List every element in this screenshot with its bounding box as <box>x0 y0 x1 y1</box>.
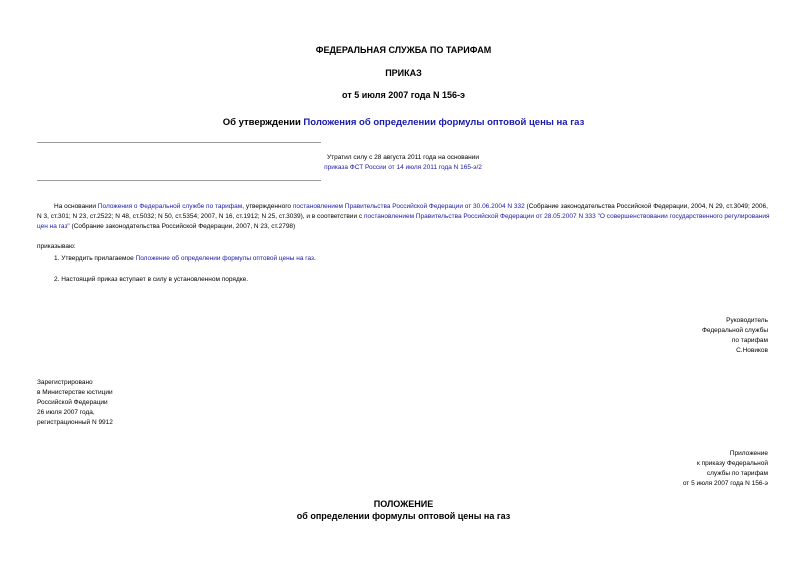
item-1-suffix: . <box>314 255 316 262</box>
status-block <box>37 153 769 173</box>
divider-top <box>37 142 321 143</box>
signature-line-1: Руководитель <box>726 317 768 324</box>
document-type: ПРИКАЗ <box>385 68 422 78</box>
appendix-line-4: от 5 июля 2007 года N 156-э <box>682 480 768 487</box>
status-link[interactable]: приказа ФСТ России от 14 июля 2011 года N 165-э/2 <box>324 164 482 171</box>
registration-line-1: Зарегистрировано <box>37 379 93 386</box>
order-word: приказываю: <box>37 243 76 250</box>
signature-line-3: по тарифам <box>731 337 768 344</box>
item-1-link[interactable]: Положение об определении формулы оптовой цены на газ <box>135 255 314 262</box>
regulation-title: ПОЛОЖЕНИЕ <box>373 499 434 509</box>
registration-line-2: в Министерстве юстиции <box>37 389 113 396</box>
item-1 <box>54 254 316 264</box>
appendix-block <box>540 449 768 489</box>
signature-block <box>560 316 768 356</box>
preamble-link-resolution-332[interactable]: постановлением Правительства Российской Федерации от 30.06.2004 N 332 <box>292 203 525 210</box>
registration-block <box>37 378 287 428</box>
preamble-text-4: (Собрание законодательства Российской Федерации, 2007, N 23, ст.2798) <box>69 223 296 230</box>
preamble-link-fst-regulation[interactable]: Положения о Федеральной службе по тарифам <box>97 203 243 210</box>
registration-line-4: 26 июля 2007 года, <box>37 409 95 416</box>
preamble-text-3: (Собрание законодательства Российской Федерации, 2004, N 29, ст.3049; 2006, N 3, ст.301; N 23, ст.2522; N 48, ст.5032; N 50, ст.5354; 2007, N 16, ст.1912; N 25, ст.3039), и в соответствии с <box>37 203 768 220</box>
preamble-paragraph <box>37 202 770 232</box>
document-date-number: от 5 июля 2007 года N 156-э <box>342 90 465 100</box>
preamble-text-1: На основании <box>54 203 98 210</box>
divider-bottom <box>37 180 321 181</box>
preamble-text-2: , утвержденного <box>242 203 293 210</box>
registration-line-5: регистрационный N 9912 <box>37 419 113 426</box>
item-2: 2. Настоящий приказ вступает в силу в установленном порядке. <box>54 276 249 283</box>
item-1-text: 1. Утвердить прилагаемое <box>54 255 136 262</box>
appendix-line-2: к приказу Федеральной <box>697 460 768 467</box>
preamble-link-resolution-333[interactable]: постановлением Правительства Российской Федерации от 28.05.2007 N 333 "О совершенствовании государственного регулирования цен на газ" <box>37 213 770 230</box>
title-link[interactable]: Положения об определении формулы оптовой цены на газ <box>303 117 585 128</box>
appendix-line-3: службы по тарифам <box>706 470 768 477</box>
registration-line-3: Российской Федерации <box>37 399 108 406</box>
signature-name: С.Новиков <box>736 347 768 354</box>
document-title <box>0 117 807 128</box>
regulation-subtitle: об определении формулы оптовой цены на газ <box>296 511 511 521</box>
title-prefix: Об утверждении <box>222 117 304 128</box>
signature-line-2: Федеральной службы <box>701 327 768 334</box>
agency-name: ФЕДЕРАЛЬНАЯ СЛУЖБА ПО ТАРИФАМ <box>315 45 492 55</box>
status-line-1: Утратил силу с 28 августа 2011 года на основании <box>326 154 480 161</box>
appendix-line-1: Приложение <box>729 450 768 457</box>
